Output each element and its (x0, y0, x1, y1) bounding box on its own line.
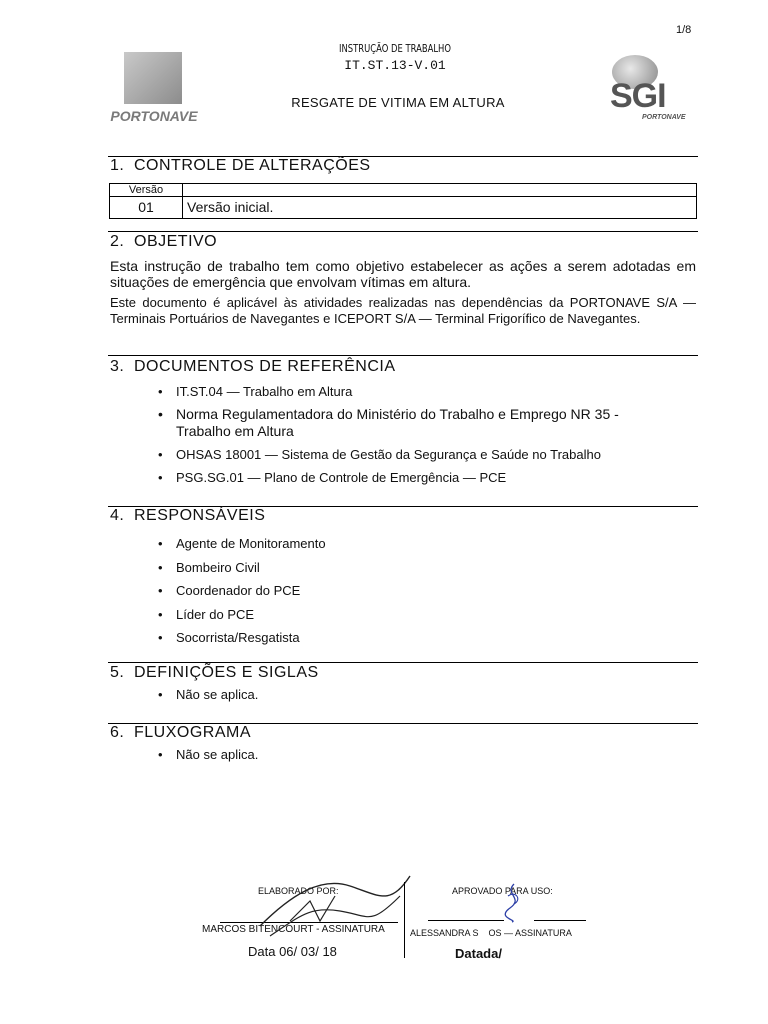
section-heading-responsaveis (110, 507, 265, 525)
document-title: RESGATE DE VITIMA EM ALTURA (291, 95, 505, 110)
list-item: • Não se aplica. (158, 746, 658, 763)
objetivo-paragraph: Esta instrução de trabalho tem como objetivo estabelecer as ações a serem adotadas em situações de emergência que envolvam vítimas em altura. (110, 258, 696, 290)
aprovado-label: APROVADO PARA USO: (452, 886, 553, 896)
portonave-logo-text: PORTONAVE (110, 108, 198, 124)
page-number: 1/8 (676, 24, 692, 36)
signature-line (428, 920, 504, 921)
section-number: 1. (110, 157, 125, 174)
section-number: 2. (110, 233, 125, 250)
section-title: RESPONSÁVEIS (134, 507, 266, 524)
list-item: • Não se aplica. (158, 686, 658, 703)
list-item: • IT.ST.04 — Trabalho em Altura (158, 383, 628, 400)
elaborado-date: Data 06/ 03/ 18 (248, 944, 337, 959)
section-heading-definicoes (110, 664, 319, 682)
section-heading-documentos (110, 358, 396, 376)
handwritten-signature-right (500, 880, 530, 924)
elaborado-label: ELABORADO POR: (258, 886, 339, 896)
list-item: • Bombeiro Civil (158, 559, 658, 576)
section-title: FLUXOGRAMA (134, 724, 252, 741)
sgi-logo (606, 55, 688, 125)
section-number: 5. (110, 664, 125, 681)
list-item: • PSG.SG.01 — Plano de Controle de Emergência — PCE (158, 469, 628, 486)
section-divider (108, 355, 698, 356)
sgi-logo-text: SGI (610, 77, 666, 115)
responsaveis-list (158, 535, 658, 646)
document-code: IT.ST.13-V.01 (344, 58, 446, 73)
description-column-header (183, 184, 697, 197)
references-list (158, 383, 628, 486)
definicoes-list (158, 686, 658, 703)
section-heading-objetivo (110, 233, 217, 251)
section-heading-controle (110, 157, 371, 175)
list-item: • Socorrista/Resgatista (158, 629, 658, 646)
handwritten-signature-left (250, 866, 420, 956)
version-cell: 01 (110, 197, 183, 219)
section-title: DEFINIÇÕES E SIGLAS (134, 664, 319, 681)
aprovado-date: Datada/ (455, 946, 502, 961)
section-number: 4. (110, 507, 125, 524)
section-heading-fluxograma (110, 724, 251, 742)
aprovado-name: ALESSANDRA S OS — ASSINATURA (410, 928, 572, 938)
fluxograma-list (158, 746, 658, 763)
list-item: • Líder do PCE (158, 606, 658, 623)
version-column-header: Versão (110, 184, 183, 197)
document-type: INSTRUÇÃO DE TRABALHO (339, 42, 451, 55)
sgi-logo-subtext: PORTONAVE (642, 114, 686, 121)
portonave-logo (106, 52, 202, 128)
list-item: • Agente de Monitoramento (158, 535, 658, 552)
scope-paragraph: Este documento é aplicável às atividades realizadas nas dependências da PORTONAVE S/A — Terminais Portuários de Navegantes e ICEPORT S/A — Terminal Frigorífico de Navegantes. (110, 295, 696, 326)
signature-separator (404, 882, 405, 958)
section-divider (108, 662, 698, 663)
signature-line (534, 920, 586, 921)
section-number: 6. (110, 724, 125, 741)
ship-emblem-icon (124, 52, 182, 104)
list-item: • OHSAS 18001 — Sistema de Gestão da Segurança e Saúde no Trabalho (158, 446, 628, 463)
section-title: DOCUMENTOS DE REFERÊNCIA (134, 358, 396, 375)
elaborado-name: MARCOS BITENCOURT - ASSINATURA (202, 924, 385, 935)
version-table (109, 183, 697, 219)
section-divider (108, 231, 698, 232)
section-title: OBJETIVO (134, 233, 218, 250)
list-item: • Norma Regulamentadora do Ministério do Trabalho e Emprego NR 35 - Trabalho em Altura (158, 406, 628, 440)
section-title: CONTROLE DE ALTERAÇÕES (134, 157, 371, 174)
list-item: • Coordenador do PCE (158, 582, 658, 599)
section-number: 3. (110, 358, 125, 375)
description-cell: Versão inicial. (183, 197, 697, 219)
